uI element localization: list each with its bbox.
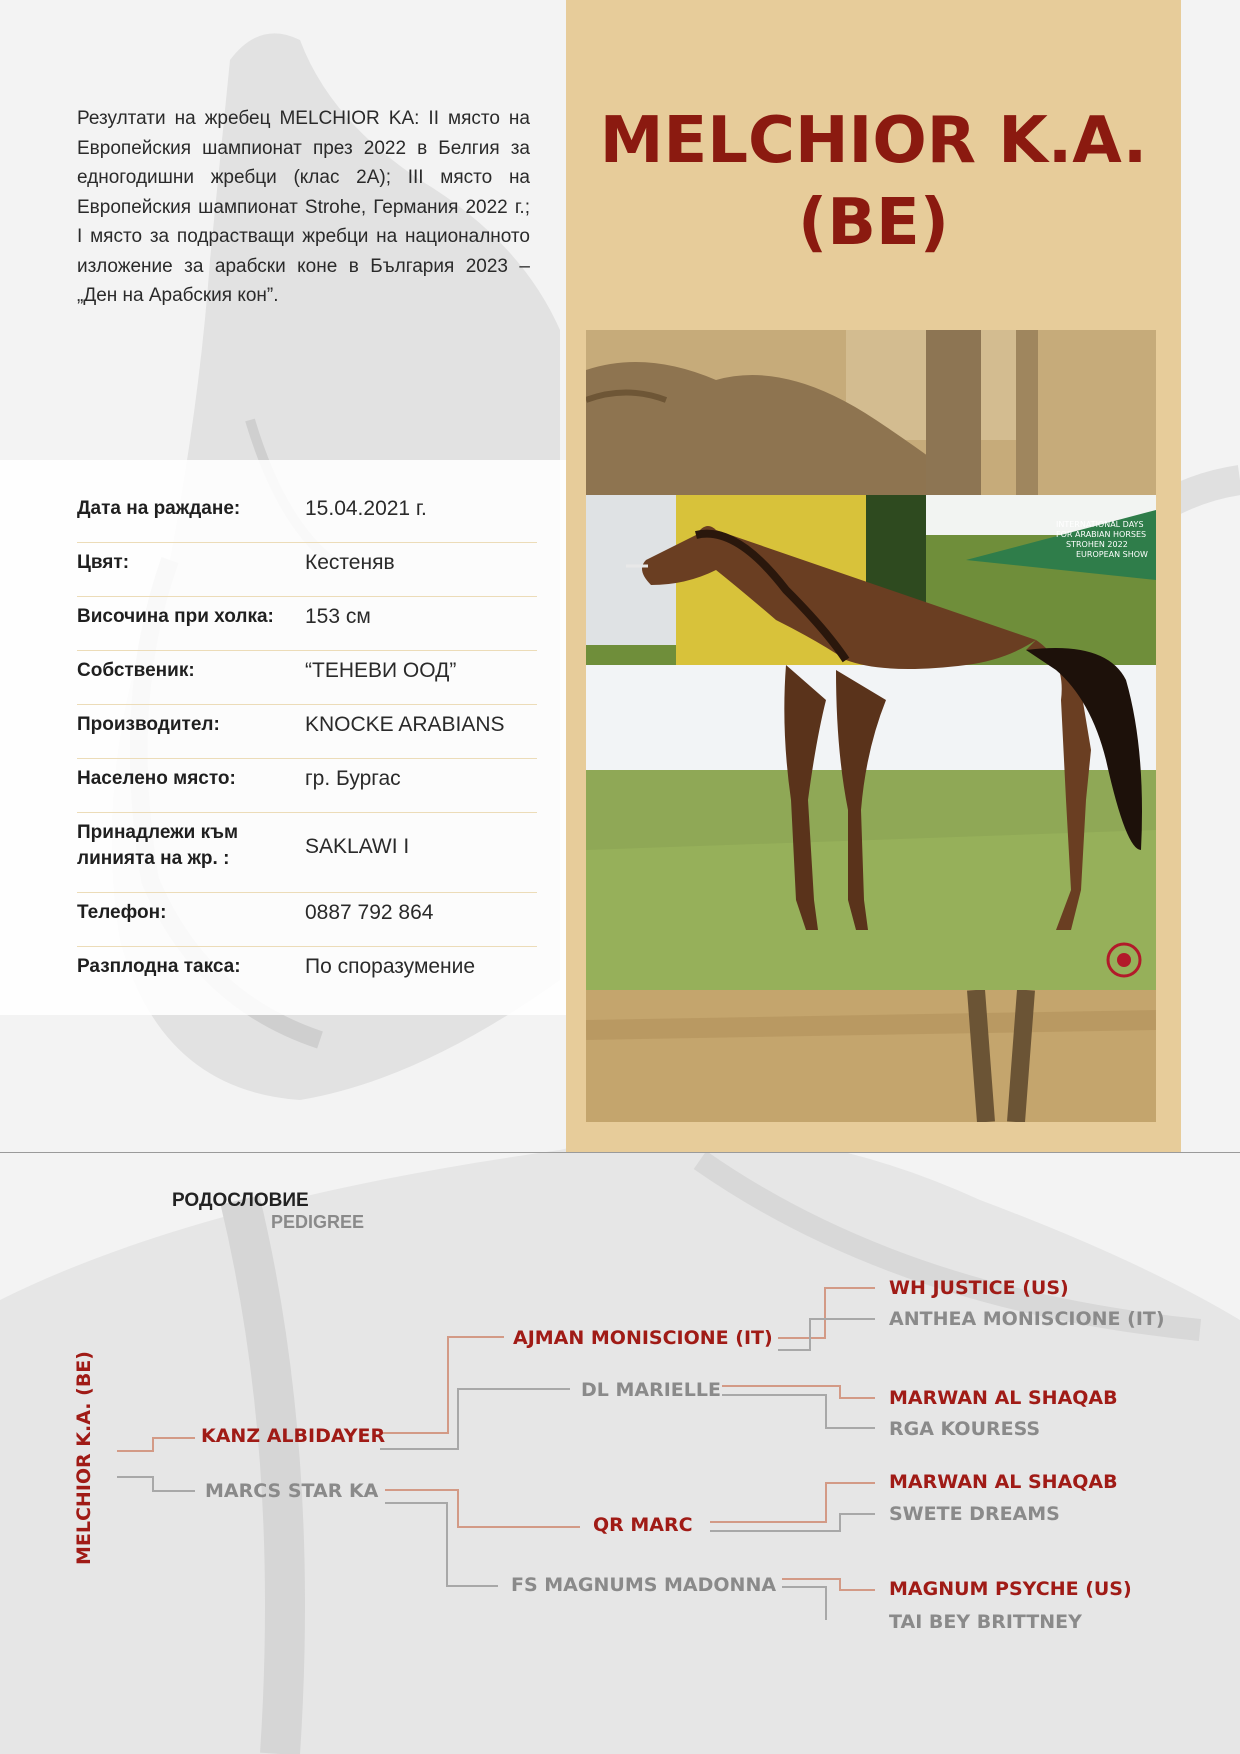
pedigree-dds: MAGNUM PSYCHE (US)	[889, 1578, 1132, 1600]
info-row-color	[77, 544, 537, 597]
info-label: Височина при холка:	[77, 606, 274, 627]
pedigree-dsd: SWETE DREAMS	[889, 1503, 1060, 1525]
info-value: 15.04.2021 г.	[305, 497, 427, 520]
pedigree-ssd: ANTHEA MONISCIONE (IT)	[889, 1308, 1165, 1330]
photo-sign-line1: INTERNATIONAL DAYS	[1056, 520, 1144, 529]
pedigree-sire: KANZ ALBIDAYER	[201, 1425, 386, 1447]
horse-title	[566, 100, 1181, 264]
photo-sign-line4: EUROPEAN SHOW	[1076, 550, 1148, 559]
info-value: KNOCKE ARABIANS	[305, 713, 505, 736]
info-value: “ТЕНЕВИ ООД”	[305, 659, 457, 682]
info-row-owner	[77, 652, 537, 705]
info-label: Населено място:	[77, 768, 236, 789]
horse-photo	[586, 330, 1156, 1122]
pedigree-title: РОДОСЛОВИЕ	[172, 1190, 309, 1211]
pedigree-subtitle: PEDIGREE	[271, 1212, 365, 1232]
info-label: Собственик:	[77, 660, 195, 681]
pedigree-dam: MARCS STAR KA	[205, 1480, 379, 1502]
info-label-line1: Принадлежи към	[77, 822, 239, 843]
horse-title-line2: (BE)	[798, 186, 949, 260]
info-row-breeder	[77, 706, 537, 759]
info-table	[0, 460, 566, 1015]
info-label-line2: линията на жр. :	[77, 848, 230, 869]
info-value: 153 см	[305, 605, 371, 628]
info-label: Дата на раждане:	[77, 498, 241, 519]
horse-photo-color	[586, 495, 1156, 990]
pedigree-dam-sire: QR MARC	[593, 1514, 693, 1536]
info-value: По споразумение	[305, 955, 476, 978]
info-row-sire-line	[77, 814, 537, 893]
info-value: SAKLAWI I	[305, 835, 410, 858]
info-label: Цвят:	[77, 552, 130, 573]
info-row-location	[77, 760, 537, 813]
pedigree-sire-sire: AJMAN MONISCIONE (IT)	[513, 1327, 773, 1349]
info-label: Производител:	[77, 714, 220, 735]
pedigree-ddd: TAI BEY BRITTNEY	[889, 1611, 1082, 1633]
section-divider	[0, 1152, 1240, 1153]
horse-title-line1: MELCHIOR K.A.	[599, 104, 1148, 178]
info-value: 0887 792 864	[305, 901, 434, 924]
pedigree-sire-dam: DL MARIELLE	[581, 1379, 721, 1401]
info-value: гр. Бургас	[305, 767, 401, 790]
pedigree-dss: MARWAN AL SHAQAB	[889, 1471, 1118, 1493]
intro-text: Резултати на жребец MELCHIOR KA: II място на Европейския шампионат през 2022 в Белгия за едногодишни жребци (клас 2A); III място на Европейския шампионат Strohe, Германия 2022 г.; I място за подрастващи жребци на националното изложение за арабски коне в България 2023 – „Ден на Арабския кон”.	[77, 108, 530, 306]
info-label: Разплодна такса:	[77, 956, 241, 977]
pedigree-sdd: RGA KOURESS	[889, 1418, 1041, 1440]
pedigree-root: MELCHIOR K.A. (BE)	[73, 1351, 95, 1565]
info-label	[77, 820, 297, 872]
info-row-birthdate	[77, 490, 537, 543]
pedigree-sds: MARWAN AL SHAQAB	[889, 1387, 1118, 1409]
info-label: Телефон:	[77, 902, 167, 923]
info-row-height	[77, 598, 537, 651]
info-value: Кестеняв	[305, 551, 395, 574]
photo-sign-line2: FOR ARABIAN HORSES	[1056, 530, 1147, 539]
pedigree-dam-dam: FS MAGNUMS MADONNA	[511, 1574, 777, 1596]
info-row-stud-fee	[77, 948, 537, 1000]
info-row-phone	[77, 894, 537, 947]
pedigree-sss: WH JUSTICE (US)	[889, 1277, 1069, 1299]
photo-sign-line3: STROHEN 2022	[1066, 540, 1128, 549]
